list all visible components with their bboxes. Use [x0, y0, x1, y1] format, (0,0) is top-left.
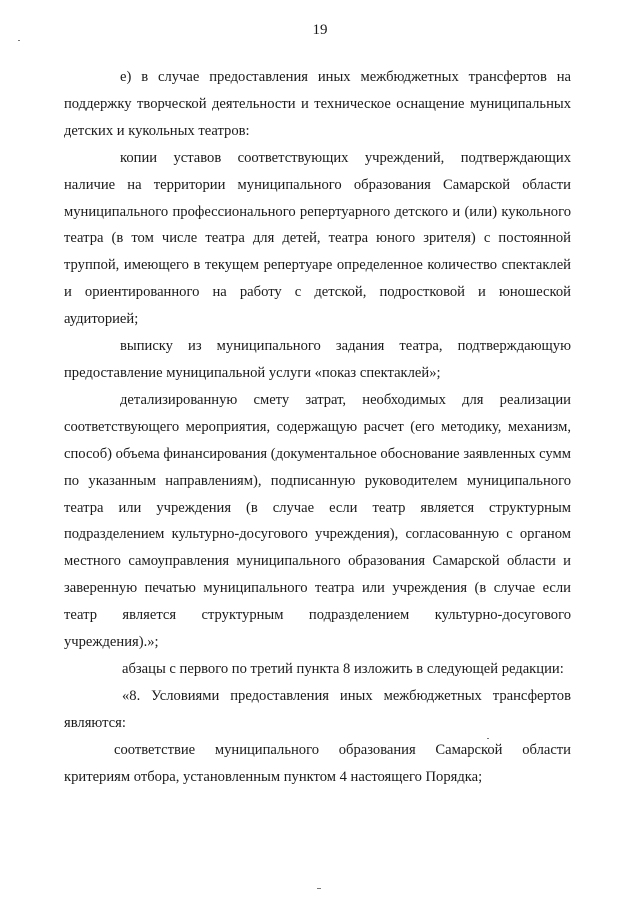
scan-speck — [18, 40, 20, 41]
document-body — [64, 64, 571, 790]
paragraph-charter-copies: копии уставов соответствующих учреждений, подтверждающих наличие на территории муниципального образования Самарской области муниципального профессионального репертуарного детского и (или) кукольного театра (в том числе театра для детей, театра юного зрителя) с постоянной труппой, имеющего в текущем репертуаре определенное количество спектаклей и ориентированного на работу с детской, подростковой и юношеской аудиторией; — [64, 149, 571, 328]
paragraph-criteria-compliance: соответствие муниципального образования Самарской области критериям отбора, установленным пунктом 4 настоящего Порядка; — [64, 741, 571, 785]
paragraph-amendment-point-8: абзацы с первого по третий пункта 8 изложить в следующей редакции: — [122, 660, 564, 677]
paragraph-e-subitem: е) в случае предоставления иных межбюджетных трансфертов на поддержку творческой деятельности и техническое оснащение муниципальных детских и кукольных театров: — [64, 69, 571, 139]
paragraph-municipal-assignment: выписку из муниципального задания театра, подтверждающую предоставление муниципальной услуги «показ спектаклей»; — [64, 338, 571, 381]
scan-speck — [317, 888, 321, 889]
paragraph-conditions-heading: «8. Условиями предоставления иных межбюджетных трансфертов являются: — [64, 687, 571, 731]
page-number: 19 — [312, 22, 328, 38]
scan-speck — [487, 738, 489, 739]
paragraph-cost-estimate: детализированную смету затрат, необходимых для реализации соответствующего мероприятия, содержащую расчет (его методику, механизм, способ) объема финансирования (документальное обоснование заявленных сумм по указанным направлениям), подписанную руководителем муниципального театра или учреждения (в случае если театр является структурным подразделением культурно-досугового учреждения), согласованную с органом местного самоуправления муниципального образования Самарской области и заверенную печатью муниципального театра или учреждения (в случае если театр является структурным подразделением культурно-досугового учреждения).»; — [64, 391, 571, 651]
